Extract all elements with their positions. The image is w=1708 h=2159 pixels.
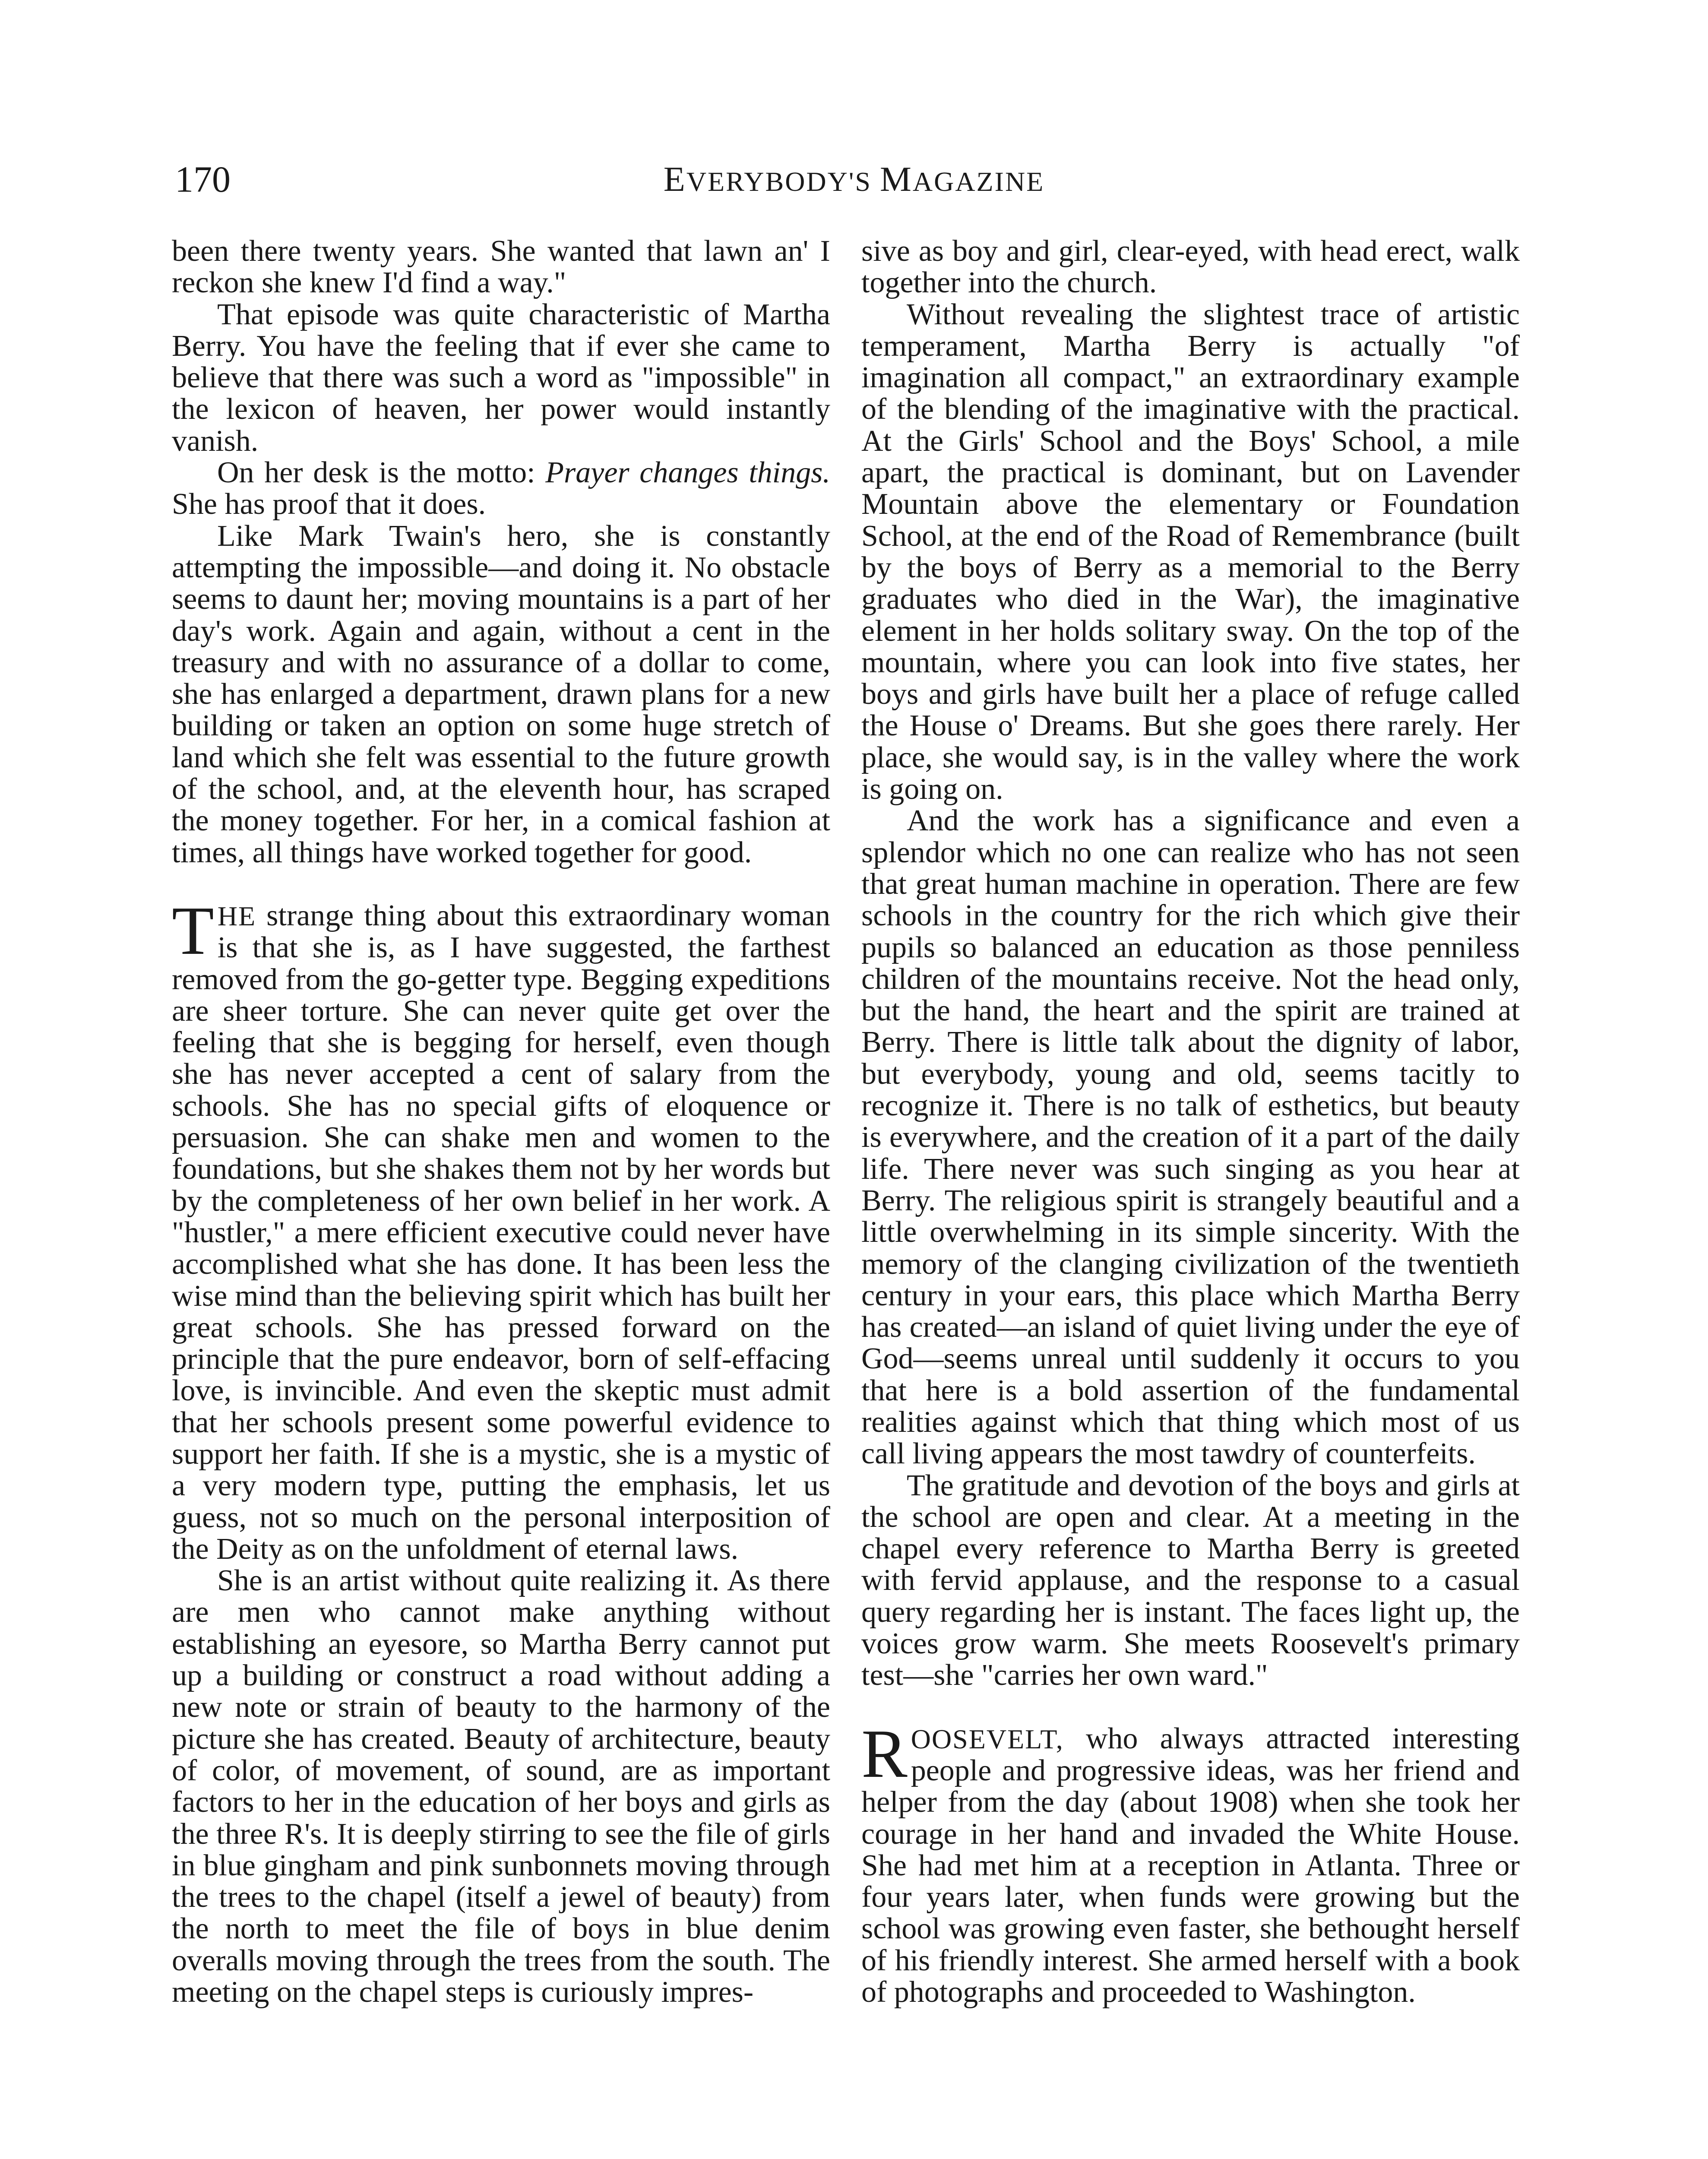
- page-number: 170: [175, 158, 231, 200]
- motto-text: Prayer changes things.: [545, 456, 830, 490]
- paragraph: And the work has a significance and even a splendor which no one can realize who has not seen that great human machine in operation. There are few schools in the country for the rich which give their pupils so balanced an education as those penniless children of the mountains receive. Not the head only, but the hand, the heart and the spirit are trained at Berry. There is little talk about the dignity of labor, but everybody, young and old, seems tacitly to recognize it. There is no talk of esthetics, but beauty is everywhere, and the creation of it a part of the daily life. There never was such singing as you hear at Berry. The religious spirit is strangely beautiful and a little overwhelming in its simple sincerity. With the memory of the clanging civilization of the twentieth century in your ears, this place which Martha Berry has created—an island of quiet living under the eye of God—seems unreal until suddenly it occurs to you that here is a bold assertion of the fundamental realities against which that thing which most of us call living appears the most tawdry of counterfeits.: [861, 804, 1520, 1471]
- small-caps-lead: HE: [217, 900, 256, 931]
- drop-cap: T: [172, 892, 214, 969]
- paragraph: The gratitude and devotion of the boys and girls at the school are open and clear. At a meeting in the chapel every reference to Martha Berry is greeted with fervid applause, and the response to a casual query regarding her is instant. The faces light up, the voices grow warm. She meets Roosevelt's primary test—she "carries her own ward.": [861, 1469, 1520, 1692]
- running-head: [171, 155, 1537, 203]
- right-column: [861, 235, 1520, 2008]
- journal-title-rest-2: AGAZINE: [912, 166, 1045, 197]
- journal-title: [171, 155, 1537, 206]
- left-column: [172, 235, 830, 2008]
- motto-tail: She has proof that it does.: [172, 488, 486, 521]
- paragraph: sive as boy and girl, clear-eyed, with head erect, walk together into the church.: [861, 234, 1520, 300]
- paragraph: Like Mark Twain's hero, she is constantly attempting the impossible—and doing it. No obstacle seems to daunt her; moving mountains is a part of her day's work. Again and again, without a cent in the treasury and with no assurance of a dollar to come, she has enlarged a department, drawn plans for a new building or taken an option on some huge stretch of land which she felt was essential to the future growth of the school, and, at the eleventh hour, has scraped the money together. For her, in a comical fashion at times, all things have worked together for good.: [172, 519, 830, 869]
- paragraph: been there twenty years. She wanted that lawn an' I reckon she knew I'd find a way.": [172, 234, 830, 300]
- paragraph-motto: [172, 457, 830, 520]
- section-start-paragraph: [172, 892, 830, 1566]
- motto-lead: On her desk is the motto:: [217, 456, 546, 490]
- paragraph: She is an artist without quite realizing it. As there are men who cannot make anything without establishing an eyesore, so Martha Berry cannot put up a building or construct a road without adding a new note or strain of beauty to the harmony of the picture she has created. Beauty of architecture, beauty of color, of movement, of sound, are as important factors to her in the education of her boys and girls as the three R's. It is deeply stirring to see the file of girls in blue gingham and pink sunbonnets moving through the trees to the chapel (itself a jewel of beauty) from the north to meet the file of boys in blue denim overalls moving through the trees from the south. The meeting on the chapel steps is curiously impres-: [172, 1564, 830, 2009]
- small-caps-lead: OOSEVELT,: [911, 1723, 1064, 1754]
- journal-title-rest: VERYBODY'S: [686, 166, 880, 197]
- section-start-paragraph: [861, 1715, 1520, 2009]
- paragraph-body: strange thing about this extraordinary woman is that she is, as I have suggested, the farthest removed from the go-getter type. Begging expeditions are sheer torture. She can never quite get over the feeling that she is begging for herself, even though she has never accepted a cent of salary from the schools. She has no special gifts of eloquence or persuasion. She can shake men and women to the foundations, but she shakes them not by her words but by the completeness of her own belief in her work. A "hustler," a mere efficient executive could never have accomplished what she has done. It has been less the wise mind than the believing spirit which has built her great schools. She has pressed forward on the principle that the pure endeavor, born of self-effacing love, is invincible. And even the skeptic must admit that her schools present some powerful evidence to support her faith. If she is a mystic, she is a mystic of a very modern type, putting the emphasis, let us guess, not so much on the personal interposition of the Deity as on the unfoldment of eternal laws.: [172, 899, 830, 1566]
- drop-cap: R: [861, 1715, 908, 1792]
- paragraph: Without revealing the slightest trace of artistic temperament, Martha Berry is actually "of imagination all compact," an extraordinary example of the blending of the imaginative with the practical. At the Girls' School and the Boys' School, a mile apart, the practical is dominant, but on Lavender Mountain above the elementary or Foundation School, at the end of the Road of Remembrance (built by the boys of Berry as a memorial to the Berry graduates who died in the War), the imaginative element in her holds solitary sway. On the top of the mountain, where you can look into five states, her boys and girls have built her a place of refuge called the House o' Dreams. But she goes there rarely. Her place, she would say, is in the valley where the work is going on.: [861, 298, 1520, 806]
- paragraph: That episode was quite characteristic of Martha Berry. You have the feeling that if ever she came to believe that there was such a word as "impossible" in the lexicon of heaven, her power would instantly vanish.: [172, 298, 830, 458]
- journal-title-initial: E: [663, 159, 686, 199]
- journal-title-initial-2: M: [879, 159, 913, 199]
- paragraph-body: who always attracted interesting people and progressive ideas, was her friend and helper from the day (about 1908) when she took her courage in her hand and invaded the White House. She had met him at a reception in Atlanta. Three or four years later, when funds were growing but the school was growing even faster, she bethought herself of his friendly interest. She armed herself with a book of photographs and proceeded to Washington.: [861, 1722, 1520, 2009]
